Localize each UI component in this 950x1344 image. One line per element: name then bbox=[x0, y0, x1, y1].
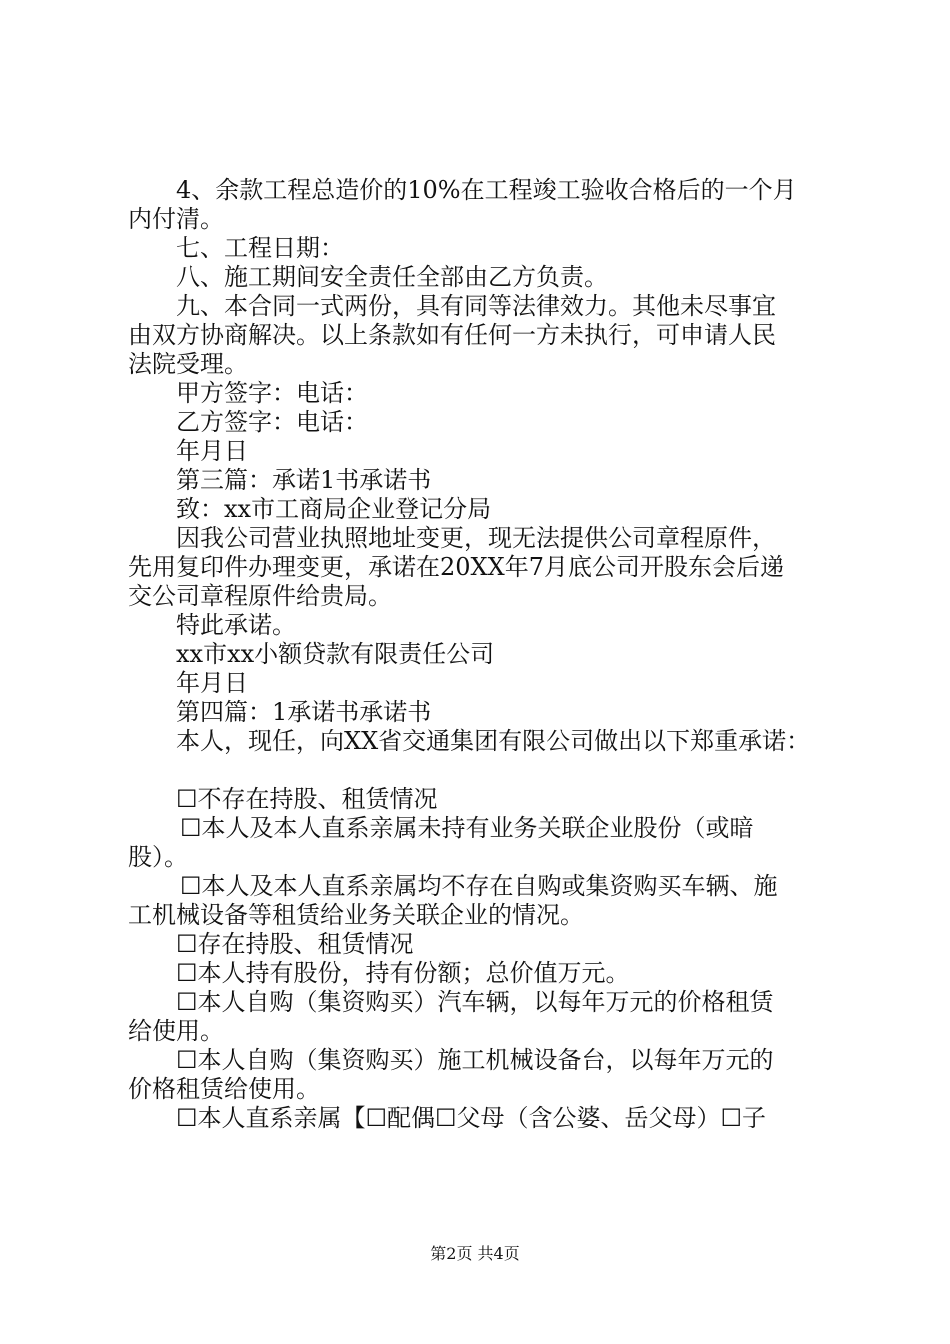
paragraph-line: 本人，现任，向XX省交通集团有限公司做出以下郑重承诺： bbox=[176, 727, 811, 755]
paragraph-line: 九、本合同一式两份，具有同等法律效力。其他未尽事宜 bbox=[176, 292, 776, 320]
checkbox-line: ☐本人及本人直系亲属未持有业务关联企业股份（或暗 bbox=[180, 814, 754, 842]
paragraph-line: 特此承诺。 bbox=[176, 611, 296, 639]
paragraph-line: 交公司章程原件给贵局。 bbox=[128, 582, 392, 610]
paragraph-line: 法院受理。 bbox=[128, 350, 248, 378]
document-body bbox=[128, 176, 840, 1133]
checkbox-line: ☐本人直系亲属【☐配偶☐父母（含公婆、岳父母）☐子 bbox=[176, 1104, 767, 1132]
page-number-footer: 第2页 共4页 bbox=[430, 1244, 520, 1263]
checkbox-line: ☐存在持股、租赁情况 bbox=[176, 930, 414, 958]
checkbox-line: ☐本人自购（集资购买）施工机械设备台，以每年万元的 bbox=[176, 1046, 774, 1074]
paragraph-line: 4、余款工程总造价的10%在工程竣工验收合格后的一个月 bbox=[176, 176, 797, 204]
checkbox-line: ☐本人持有股份，持有份额；总价值万元。 bbox=[176, 959, 630, 987]
checkbox-line: ☐本人自购（集资购买）汽车辆，以每年万元的价格租赁 bbox=[176, 988, 774, 1016]
paragraph-line: 工机械设备等租赁给业务关联企业的情况。 bbox=[128, 901, 584, 929]
paragraph-line: 价格租赁给使用。 bbox=[128, 1075, 320, 1103]
date-line: 年月日 bbox=[176, 669, 248, 697]
paragraph-line: 八、施工期间安全责任全部由乙方负责。 bbox=[176, 263, 608, 291]
signature-line-party-a: 甲方签字：电话： bbox=[176, 379, 368, 407]
paragraph-line: 因我公司营业执照地址变更，现无法提供公司章程原件， bbox=[176, 524, 776, 552]
paragraph-line: 股）。 bbox=[128, 843, 188, 871]
paragraph-line: 内付清。 bbox=[128, 205, 224, 233]
section-heading: 第三篇：承诺1书承诺书 bbox=[176, 466, 432, 494]
date-line: 年月日 bbox=[176, 437, 248, 465]
paragraph-line: 先用复印件办理变更，承诺在20XX年7月底公司开股东会后递 bbox=[128, 553, 784, 581]
blank-line bbox=[128, 756, 840, 785]
addressee-line: 致：xx市工商局企业登记分局 bbox=[176, 495, 492, 523]
paragraph-line: 由双方协商解决。以上条款如有任何一方未执行，可申请人民 bbox=[128, 321, 776, 349]
checkbox-line: ☐本人及本人直系亲属均不存在自购或集资购买车辆、施 bbox=[180, 872, 778, 900]
section-heading: 第四篇：1承诺书承诺书 bbox=[176, 698, 432, 726]
section-heading: 七、工程日期： bbox=[176, 234, 344, 262]
checkbox-line: ☐不存在持股、租赁情况 bbox=[176, 785, 438, 813]
signature-line-party-b: 乙方签字：电话： bbox=[176, 408, 368, 436]
paragraph-line: 给使用。 bbox=[128, 1017, 224, 1045]
company-name-line: xx市xx小额贷款有限责任公司 bbox=[176, 640, 495, 668]
